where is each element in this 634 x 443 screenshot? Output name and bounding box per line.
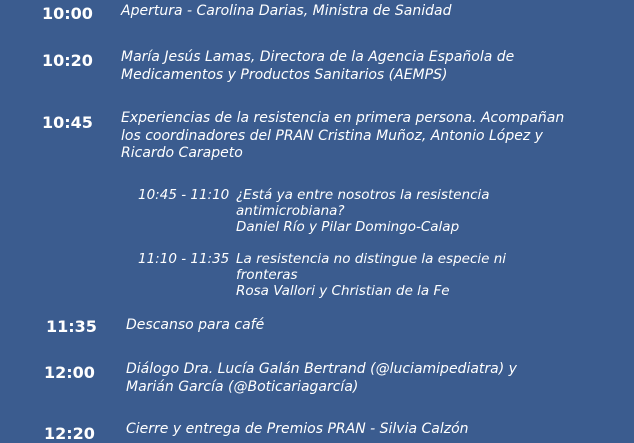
agenda-description: Experiencias de la resistencia en primera persona. Acompañan los coordinadores del PRAN Cristina Muñoz, Antonio López y Ricardo Carapeto	[121, 110, 565, 161]
agenda-time: 10:20	[42, 51, 93, 70]
agenda-description: Diálogo Dra. Lucía Galán Bertrand (@luciamipediatra) y Marián García (@Boticariagarcía)	[126, 361, 517, 395]
agenda-time: 10:45	[42, 113, 93, 132]
agenda-time: 12:20	[44, 424, 95, 443]
agenda-description: Descanso para café	[126, 317, 265, 333]
agenda-time: 12:00	[44, 363, 95, 382]
sub-item	[138, 251, 538, 301]
sub-item-text: ¿Está ya entre nosotros la resistencia antimicrobiana? Daniel Río y Pilar Domingo-Calap	[236, 187, 490, 235]
sub-item-time: 11:10 - 11:35	[138, 251, 230, 267]
agenda-description: María Jesús Lamas, Directora de la Agencia Española de Medicamentos y Productos Sanitarios (AEMPS)	[121, 49, 515, 83]
agenda-time: 10:00	[42, 4, 93, 23]
sub-item-time: 10:45 - 11:10	[138, 187, 230, 203]
agenda-time: 11:35	[46, 317, 97, 336]
agenda-description: Apertura - Carolina Darias, Ministra de Sanidad	[121, 3, 452, 19]
sub-item	[138, 187, 538, 237]
agenda-description: Cierre y entrega de Premios PRAN - Silvia Calzón	[126, 421, 469, 437]
sub-item-text: La resistencia no distingue la especie ni fronteras Rosa Vallori y Christian de la Fe	[236, 251, 507, 299]
